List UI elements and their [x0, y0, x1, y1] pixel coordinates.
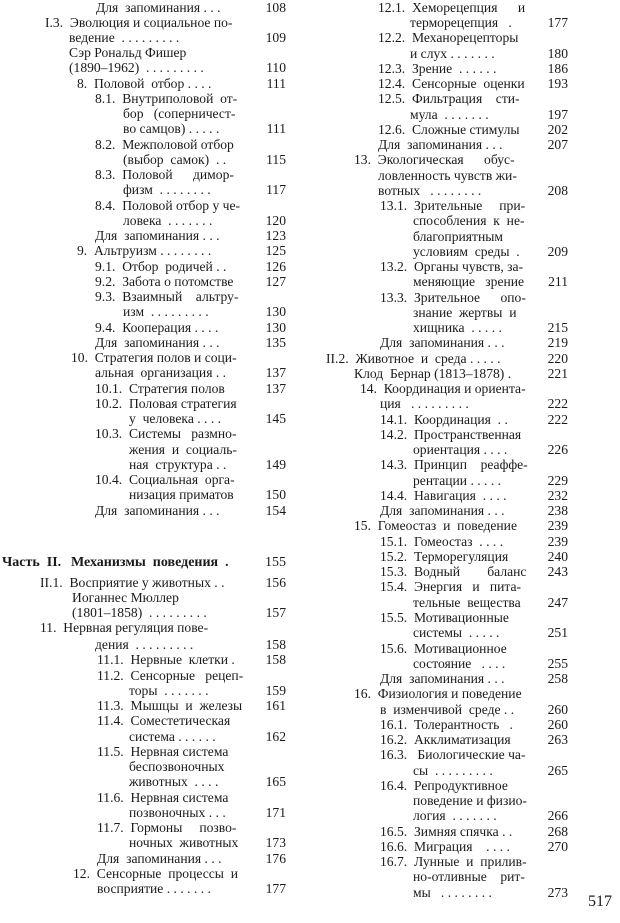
toc-entry-page: 221 [547, 366, 568, 381]
toc-entry-text: II.2. Животное и среда . . . . . [326, 351, 501, 366]
toc-entry-page: 226 [547, 442, 568, 457]
toc-entry-text: 13.2. Органы чувств, за- [380, 259, 524, 274]
toc-entry-text: 12. Сенсорные процессы и [73, 866, 238, 881]
toc-entry-text: 11.1. Нервные клетки . [97, 652, 235, 667]
toc-entry-text: 15.6. Мотивационное [380, 641, 507, 656]
toc-entry-text: позвоночных . . . [129, 805, 226, 820]
toc-entry-text: ориентация . . . . [413, 442, 508, 457]
toc-entry-page: 232 [547, 488, 568, 503]
toc-entry-page: 260 [547, 702, 568, 717]
toc-entry-text: благоприятным [413, 229, 503, 244]
toc-entry-text: (1890–1962) . . . . . . . . . [69, 60, 204, 75]
part-heading-page: 155 [265, 555, 286, 570]
toc-entry-page: 202 [547, 122, 568, 137]
toc-entry-text: вотных . . . . . . . . [378, 183, 482, 198]
toc-entry-page: 222 [547, 396, 568, 411]
toc-entry-text: 14.3. Принцип реаффе- [380, 457, 528, 472]
toc-entry-text: 16.1. Толерантность . [380, 717, 513, 732]
toc-entry-text: 12.3. Зрение . . . . . . [378, 61, 497, 76]
toc-entry-text: 15.5. Мотивационные [380, 610, 509, 625]
toc-entry-text: 12.2. Механорецепторы [378, 30, 519, 45]
toc-entry-page: 110 [266, 60, 286, 75]
toc-entry-page: 130 [265, 320, 286, 335]
toc-entry-text: 11.6. Нервная система [97, 790, 229, 805]
toc-entry-text: 15.3. Водный баланс [380, 564, 527, 579]
toc-entry-text: Для запоминания . . . [97, 851, 222, 866]
toc-entry-page: 111 [266, 76, 286, 91]
toc-entry-text: 9. Альтруизм . . . . . . . . [77, 243, 212, 258]
toc-entry-page: 251 [547, 625, 568, 640]
toc-entry-page: 161 [265, 698, 286, 713]
toc-entry-text: знание жертвы и [413, 305, 517, 320]
toc-entry-page: 135 [265, 335, 286, 350]
toc-entry-text: 13. Экологическая обус- [354, 152, 515, 167]
toc-entry-page: 173 [265, 835, 286, 850]
toc-entry-text: 16.3. Биологические ча- [380, 747, 526, 762]
toc-entry-text: 15.4. Энергия и пита- [380, 579, 522, 594]
toc-entry-text: 15.1. Гомеостаз . . . . [380, 534, 504, 549]
toc-entry-text: беспозвоночных [129, 759, 225, 774]
toc-entry-page: 115 [266, 152, 286, 167]
toc-entry-text: 11. Нервная регуляция пове- [40, 620, 209, 635]
toc-entry-page: 207 [547, 137, 568, 152]
toc-entry-text: в изменчивой среде . . [380, 702, 515, 717]
toc-entry-text: II.1. Восприятие у животных . . [40, 575, 225, 590]
toc-entry-page: 209 [547, 244, 568, 259]
toc-entry-text: восприятие . . . . . . . [97, 881, 211, 896]
toc-entry-text: 13.1. Зрительные при- [380, 198, 526, 213]
toc-entry-page: 159 [265, 683, 286, 698]
toc-entry-page: 145 [265, 411, 286, 426]
toc-entry-text: альная организация . . [95, 365, 227, 380]
toc-entry-text: 16.7. Лунные и прилив- [380, 854, 527, 869]
toc-entry-page: 211 [548, 274, 568, 289]
toc-entry-text: 8. Половой отбор . . . . [77, 76, 212, 91]
toc-entry-text: 14. Координация и ориента- [360, 381, 526, 396]
toc-entry-text: условиям среды . [413, 244, 520, 259]
toc-entry-text: Иоганнес Мюллер [72, 590, 179, 605]
toc-entry-page: 158 [265, 652, 286, 667]
toc-entry-page: 117 [266, 182, 286, 197]
toc-entry-page: 162 [265, 729, 286, 744]
toc-entry-text: хищника . . . . . [413, 320, 502, 335]
toc-entry-text: Для запоминания . . . [380, 503, 505, 518]
toc-entry-text: Сэр Рональд Фишер [69, 45, 187, 60]
toc-entry-text: Для запоминания . . . [380, 671, 505, 686]
toc-entry-page: 238 [547, 503, 568, 518]
toc-entry-text: 16.6. Миграция . . . . [380, 839, 510, 854]
toc-entry-text: система . . . . . . [129, 729, 216, 744]
toc-entry-text: состояние . . . . [413, 656, 506, 671]
toc-entry-page: 150 [265, 487, 286, 502]
toc-entry-page: 260 [547, 717, 568, 732]
toc-entry-text: Для запоминания . . . [378, 137, 503, 152]
toc-entry-text: терморецепция . [410, 15, 512, 30]
toc-entry-text: 10.4. Социальная орга- [95, 472, 235, 487]
toc-entry-text: (выбор самок) . . [123, 152, 227, 167]
toc-entry-page: 270 [547, 839, 568, 854]
toc-entry-text: I.3. Эволюция и социальное по- [45, 15, 233, 30]
toc-entry-text: 12.5. Фильтрация сти- [378, 91, 520, 106]
toc-entry-text: меняющие зрение [413, 274, 525, 289]
toc-entry-text: 10.1. Стратегия полов [95, 381, 225, 396]
toc-entry-page: 258 [547, 671, 568, 686]
toc-entry-page: 149 [265, 457, 286, 472]
toc-entry-page: 180 [547, 46, 568, 61]
toc-entry-text: 16. Физиология и поведение [354, 686, 522, 701]
toc-entry-page: 220 [547, 351, 568, 366]
part-heading-title: Механизмы поведения . [71, 555, 229, 570]
toc-entry-text: Для запоминания . . . [95, 228, 220, 243]
page-number: 517 [588, 893, 612, 910]
toc-entry-page: 156 [265, 575, 286, 590]
toc-entry-page: 255 [547, 656, 568, 671]
toc-entry-text: ная структура . . [129, 457, 227, 472]
toc-entry-text: 16.2. Акклиматизация [380, 732, 511, 747]
part-heading-label: Часть II. [2, 555, 62, 570]
toc-entry-text: но-отливные рит- [413, 869, 525, 884]
toc-entry-page: 158 [265, 637, 286, 652]
toc-entry-text: ловленность чувств жи- [378, 168, 517, 183]
toc-entry-page: 157 [265, 605, 286, 620]
toc-entry-text: физм . . . . . . . . [123, 182, 211, 197]
toc-entry-text: 13.3. Зрительное опо- [380, 290, 526, 305]
toc-entry-page: 126 [265, 259, 286, 274]
toc-entry-page: 265 [547, 763, 568, 778]
toc-entry-text: 9.3. Взаимный альтру- [95, 289, 239, 304]
toc-entry-text: жения и социаль- [129, 442, 237, 457]
toc-entry-text: поведение и физио- [413, 793, 527, 808]
toc-entry-text: тельные вещества [413, 595, 521, 610]
toc-entry-page: 109 [265, 30, 286, 45]
toc-entry-text: дения . . . . . . . . . [95, 637, 194, 652]
toc-entry-text: 14.1. Координация . . [380, 412, 508, 427]
toc-entry-page: 239 [547, 534, 568, 549]
toc-entry-page: 120 [265, 213, 286, 228]
toc-entry-page: 123 [265, 228, 286, 243]
toc-entry-text: ция . . . . . . . . . [380, 396, 469, 411]
toc-entry-text: (1801–1858) . . . . . . . . . [72, 605, 207, 620]
toc-entry-text: 14.4. Навигация . . . . [380, 488, 507, 503]
toc-entry-page: 176 [265, 851, 286, 866]
toc-entry-page: 229 [547, 473, 568, 488]
toc-entry-text: 11.7. Гормоны позво- [97, 820, 237, 835]
toc-entry-page: 266 [547, 808, 568, 823]
toc-entry-text: бор (соперничест- [123, 106, 236, 121]
toc-entry-page: 165 [265, 774, 286, 789]
toc-entry-page: 240 [547, 549, 568, 564]
toc-entry-text: 12.1. Хеморецепция и [378, 0, 526, 15]
toc-entry-text: 11.5. Нервная система [97, 744, 229, 759]
toc-entry-text: и слух . . . . . . . [410, 46, 495, 61]
toc-entry-text: 8.3. Половой димор- [95, 167, 234, 182]
toc-entry-text: логия . . . . . . . [413, 808, 497, 823]
toc-entry-page: 127 [265, 274, 286, 289]
toc-entry-text: 15. Гомеостаз и поведение [354, 518, 517, 533]
toc-entry-text: сы . . . . . . . . . [413, 763, 493, 778]
toc-entry-text: 12.6. Сложные стимулы [378, 122, 520, 137]
toc-entry-text: Для запоминания . . . [95, 503, 220, 518]
toc-entry-page: 239 [547, 518, 568, 533]
toc-entry-text: 15.2. Терморегуляция [380, 549, 509, 564]
toc-entry-text: рентации . . . . . [413, 473, 502, 488]
toc-entry-text: 8.2. Межполовой отбор [95, 137, 234, 152]
toc-entry-page: 177 [265, 881, 286, 896]
toc-entry-page: 154 [265, 503, 286, 518]
toc-entry-text: 8.4. Половой отбор у че- [95, 198, 241, 213]
toc-entry-text: 10.2. Половая стратегия [95, 396, 237, 411]
toc-entry-text: 9.4. Кооперация . . . . [95, 320, 219, 335]
toc-entry-page: 268 [547, 824, 568, 839]
toc-entry-text: 14.2. Пространственная [380, 427, 522, 442]
toc-entry-page: 215 [547, 320, 568, 335]
toc-entry-page: 273 [547, 885, 568, 900]
toc-entry-text: 11.4. Соместетическая [97, 713, 231, 728]
toc-entry-text: изм . . . . . . . . . [123, 304, 209, 319]
toc-entry-page: 137 [265, 381, 286, 396]
toc-entry-page: 243 [547, 564, 568, 579]
toc-entry-text: ловека . . . . . . . [123, 213, 213, 228]
toc-entry-page: 263 [547, 732, 568, 747]
toc-entry-page: 177 [547, 15, 568, 30]
toc-entry-page: 186 [547, 61, 568, 76]
toc-entry-text: ночных животных [129, 835, 239, 850]
toc-entry-text: ведение . . . . . . . . . [69, 30, 180, 45]
toc-entry-page: 219 [547, 335, 568, 350]
toc-entry-text: животных . . . . [129, 774, 219, 789]
toc-entry-page: 125 [265, 243, 286, 258]
toc-entry-text: торы . . . . . . . [129, 683, 209, 698]
toc-entry-text: 9.2. Забота о потомстве [95, 274, 234, 289]
toc-entry-text: 9.1. Отбор родичей . . [95, 259, 227, 274]
toc-entry-text: во самцов) . . . . . [123, 121, 220, 136]
toc-entry-text: 11.3. Мышцы и железы [97, 698, 243, 713]
toc-entry-page: 247 [547, 595, 568, 610]
toc-entry-text: мы . . . . . . . . [413, 885, 492, 900]
toc-entry-text: Для запоминания . . . [95, 335, 220, 350]
toc-entry-text: низация приматов [129, 487, 234, 502]
toc-entry-text: 8.1. Внутриполовой от- [95, 91, 238, 106]
toc-entry-text: 16.5. Зимняя спячка . . [380, 824, 513, 839]
toc-entry-text: 10. Стратегия полов и соци- [71, 350, 237, 365]
toc-entry-text: Для запоминания . . . [96, 0, 221, 15]
toc-entry-text: Клод Бернар (1813–1878) . [354, 366, 512, 381]
toc-entry-page: 108 [265, 0, 286, 15]
toc-entry-text: 10.3. Системы размно- [95, 426, 237, 441]
toc-entry-page: 193 [547, 76, 568, 91]
toc-entry-page: 137 [265, 365, 286, 380]
toc-entry-text: 11.2. Сенсорные рецеп- [97, 668, 244, 683]
toc-entry-page: 208 [547, 183, 568, 198]
toc-entry-page: 222 [547, 412, 568, 427]
toc-entry-text: 12.4. Сенсорные оценки [378, 76, 525, 91]
toc-entry-page: 130 [265, 304, 286, 319]
toc-entry-text: способления к не- [413, 213, 525, 228]
toc-entry-page: 111 [266, 121, 286, 136]
toc-entry-text: системы . . . . . [413, 625, 500, 640]
toc-entry-text: мула . . . . . . . [410, 107, 489, 122]
toc-entry-text: 16.4. Репродуктивное [380, 778, 508, 793]
toc-entry-text: Для запоминания . . . [380, 335, 505, 350]
toc-entry-page: 171 [265, 805, 286, 820]
toc-entry-text: у человека . . . . [129, 411, 222, 426]
toc-entry-page: 197 [547, 107, 568, 122]
